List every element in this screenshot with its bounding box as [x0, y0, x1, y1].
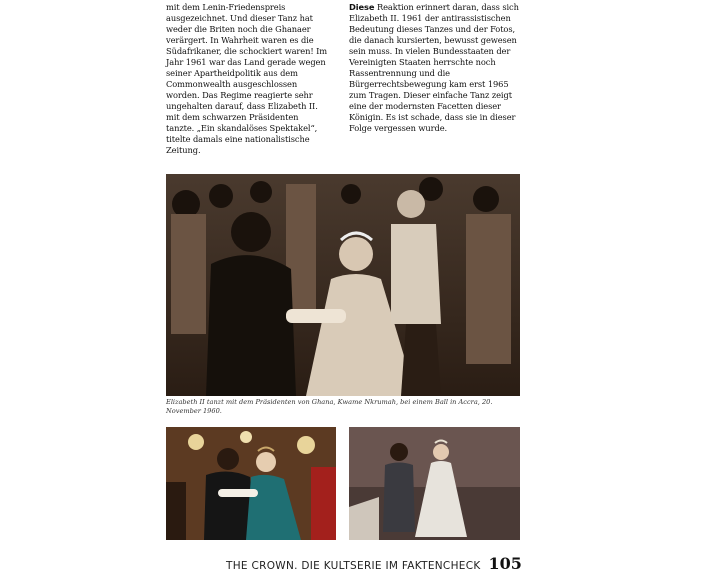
page-number: 105 — [488, 554, 522, 573]
page-footer — [226, 554, 566, 574]
color-photo-queen-nkrumah — [349, 427, 520, 540]
main-photo-caption: Elizabeth II tanzt mit dem Präsidenten von Ghana, Kwame Nkrumah, bei einem Ball in Accra, 20. November 1960. — [166, 398, 493, 415]
film-still-dance-photo — [166, 427, 336, 540]
article-left-column: mit dem Lenin-Friedenspreis ausgezeichnet. Und dieser Tanz hat weder die Briten noch die Ghanaer verärgert. In Wahrheit waren es die Südafrikaner, die schockiert waren! Im Jahr 1961 war das Land gerade wegen seiner Apartheidpolitik aus dem Commonwealth ausgeschlossen worden. Das Regime reagierte sehr ungehalten darauf, dass Elizabeth II. mit dem schwarzen Präsidenten tanzte. „Ein skandalöses Spektakel“, titelte damals eine nationalistische Zeitung. — [166, 2, 328, 155]
paragraph-lead-word: Diese — [349, 2, 375, 12]
paragraph-text: Reaktion erinnert daran, dass sich Elizabeth II. 1961 der antirassistischen Bedeutung dieses Tanzes und der Fotos, die danach kursierten, bewusst gewesen sein muss. In vielen Bundesstaaten der Vereinigten Staaten herrschte noch Rassentrennung und die Bürgerrechtsbewegung kam erst 1965 zum Tragen. Dieser einfache Tanz zeigt eine der modernsten Facetten dieser Königin. Es ist schade, dass sie in dieser Folge vergessen wurde. — [349, 2, 519, 133]
running-footer-title: THE CROWN. DIE KULTSERIE IM FAKTENCHECK — [226, 560, 481, 572]
article-right-column — [349, 2, 519, 134]
main-photo-queen-dancing — [166, 174, 520, 396]
